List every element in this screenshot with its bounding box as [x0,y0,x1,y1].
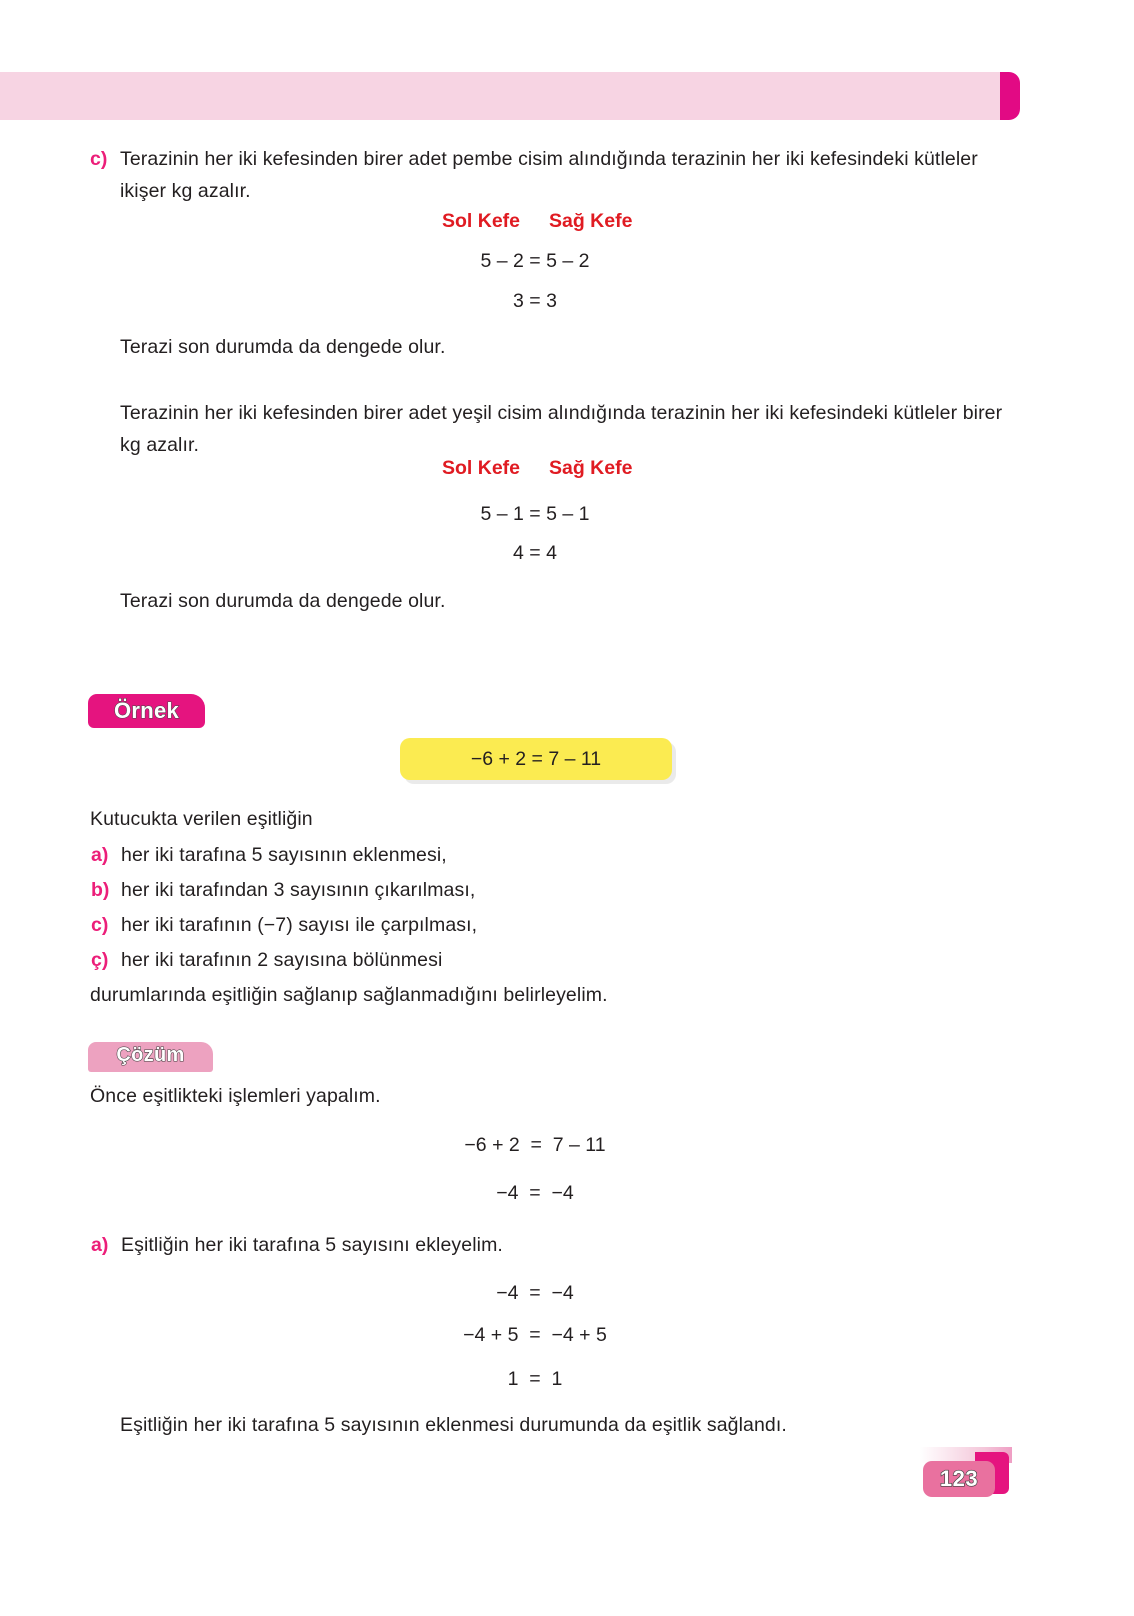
solution-equation-2: −4 = −4 [496,1182,574,1204]
example-item-marker-a: a) [91,844,109,866]
ornek-badge [88,694,205,728]
page-number: 123 [923,1461,995,1497]
solution-step-text-a: Eşitliğin her iki tarafına 5 sayısını ekleyelim. [121,1234,503,1256]
section-c-line2: ikişer kg azalır. [120,180,251,202]
example-item-text-b: her iki tarafından 3 sayısının çıkarılması, [121,879,476,901]
header-tab-marker [1000,72,1020,120]
sol-kefe-label-2: Sol Kefe [442,457,521,479]
example-item-text-c: her iki tarafının (−7) sayısı ile çarpılması, [121,914,478,936]
solution-equation-1: −6 + 2 = 7 – 11 [464,1134,606,1156]
solution-step-marker-a: a) [91,1234,109,1256]
example-item-marker-b: b) [91,879,110,901]
example-item-text-a: her iki tarafına 5 sayısının eklenmesi, [121,844,447,866]
cozum-badge-label: Çözüm [116,1044,185,1066]
equation-green-1: 5 – 1 = 5 – 1 [480,503,590,525]
section-c-conclusion: Terazi son durumda da dengede olur. [120,336,446,358]
equation-green-2: 4 = 4 [513,542,557,564]
cozum-badge [88,1042,213,1072]
sol-kefe-label-1: Sol Kefe [442,210,521,232]
boxed-equation: −6 + 2 = 7 – 11 [400,738,672,780]
equation-c-2: 3 = 3 [513,290,557,312]
equation-c-1: 5 – 2 = 5 – 2 [480,250,590,272]
solution-step-a-conclusion: Eşitliğin her iki tarafına 5 sayısının eklenmesi durumunda da eşitlik sağlandı. [120,1414,787,1436]
example-item-marker-c: c) [91,914,109,936]
example-closing: durumlarında eşitliğin sağlanıp sağlanmadığını belirleyelim. [90,984,608,1006]
section-green-conclusion: Terazi son durumda da dengede olur. [120,590,446,612]
list-marker-c: c) [90,148,108,170]
header-band [0,72,1003,120]
sag-kefe-label-1: Sağ Kefe [549,210,633,232]
ornek-badge-label: Örnek [113,698,180,723]
sag-kefe-label-2: Sağ Kefe [549,457,633,479]
example-intro: Kutucukta verilen eşitliğin [90,808,313,830]
solution-step-a-equation-1: −4 = −4 [496,1282,574,1304]
example-item-marker-c-cedilla: ç) [91,949,109,971]
section-c-line1: Terazinin her iki kefesinden birer adet pembe cisim alındığında terazinin her iki kefesindeki kütleler [120,148,978,170]
solution-step-a-equation-2: −4 + 5 = −4 + 5 [463,1324,607,1346]
section-green-line2: kg azalır. [120,434,200,456]
solution-step-a-equation-3: 1 = 1 [507,1368,563,1390]
solution-intro: Önce eşitlikteki işlemleri yapalım. [90,1085,381,1107]
section-green-line1: Terazinin her iki kefesinden birer adet yeşil cisim alındığında terazinin her iki kefesindeki kütleler birer [120,402,1003,424]
example-item-text-c-cedilla: her iki tarafının 2 sayısına bölünmesi [121,949,443,971]
